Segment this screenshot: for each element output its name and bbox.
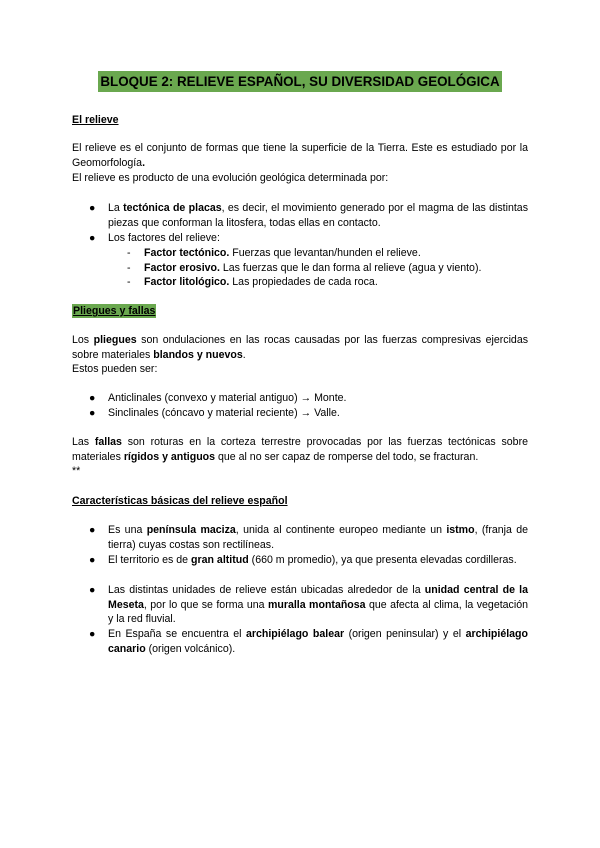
dash-icon: - [127,262,131,274]
bold-span: Factor litológico. [144,276,230,288]
bullet-icon: ● [89,202,96,214]
list-item-sinclinales: Sinclinales (cóncavo y material reciente) → Valle. [108,407,340,419]
paragraph-relieve-definition [72,141,528,170]
text-span: Las fuerzas que le dan forma al relieve (agua y viento). [219,262,482,274]
list-item-anticlinales: Anticlinales (convexo y material antiguo) → Monte. [108,392,347,404]
text-span: Las distintas unidades de relieve están ubicadas alrededor de la [108,584,425,596]
text-span: (origen peninsular) y el [344,628,466,640]
text-span: Los [72,334,94,346]
bullet-icon: ● [89,392,96,404]
text-span: (origen volcánico). [145,642,236,655]
sub-item-factor-litologico [144,275,378,290]
text-span: La [108,202,124,214]
heading-el-relieve: El relieve [72,114,119,126]
bold-span: gran altitud [191,554,249,566]
bullet-icon: ● [89,232,96,244]
bullet-icon: ● [89,628,96,640]
page-title: BLOQUE 2: RELIEVE ESPAÑOL, SU DIVERSIDAD GEOLÓGICA [98,71,501,92]
paragraph-pliegues [72,333,528,362]
list-item-meseta [108,583,528,627]
text-span: Es una [108,524,147,536]
list-item-altitud [108,553,528,568]
stars-note: ** [72,465,81,477]
dash-icon: - [127,247,131,259]
paragraph-fallas [72,435,528,464]
bullet-icon: ● [89,554,96,566]
paragraph-estos-pueden: Estos pueden ser: [72,363,158,375]
title-wrap [72,71,528,92]
bullet-icon: ● [89,524,96,536]
text-span: Las [72,436,95,448]
paragraph-relieve-producto: El relieve es producto de una evolución geológica determinada por: [72,172,389,184]
list-item-archipielagos [108,627,528,656]
text-span: , por lo que se forma una [143,598,268,611]
list-item-factores: Los factores del relieve: [108,232,220,244]
text-span: El territorio es de [108,554,192,566]
text-span: Fuerzas que levantan/hunden el relieve. [229,247,421,259]
dash-icon: - [127,276,131,288]
bold-span: archipiélago canario [108,628,528,655]
bold-span: . [142,156,146,169]
bold-span: unidad central de la Meseta [108,584,528,611]
bold-span: pliegues [93,334,137,346]
bold-span: tectónica de placas [123,202,222,214]
bullet-icon: ● [89,407,96,419]
list-item-tectonica [108,201,528,230]
text-span: Las propiedades de cada roca. [229,276,378,288]
text-span: , (franja de tierra) cuyas costas son rectilíneas. [108,524,528,551]
bold-span: blandos y nuevos [153,348,243,361]
sub-item-factor-tectonico [144,246,421,261]
text-span: (660 m promedio), ya que presenta elevadas cordilleras. [248,554,517,566]
bold-span: fallas [94,436,122,448]
heading-pliegues-fallas: Pliegues y fallas [73,305,156,317]
text-span: son ondulaciones en las rocas causadas por las fuerzas compresivas ejercidas sobre materiales [72,334,529,361]
text-span: El relieve es el conjunto de formas que tiene la superficie de la Tierra. Este es estudiado por la Geomorfología [72,142,528,169]
bold-span: península maciza [146,524,236,536]
sub-item-factor-erosivo [144,261,481,276]
text-span: En España se encuentra el [108,628,246,640]
text-span: , unida al continente europeo mediante un [235,524,447,536]
text-span: que al no ser capaz de romperse del todo, se fracturan. [215,450,479,463]
text-span: que afecta al clima, la vegetación y la red fluvial. [108,598,528,626]
text-span: . [242,348,246,361]
list-item-peninsula [108,523,528,552]
heading-caracteristicas: Características básicas del relieve español [72,495,288,507]
text-span: son roturas en la corteza terrestre provocadas por las fuerzas tectónicas sobre materiales [72,436,528,463]
bold-span: Factor erosivo. [144,262,220,274]
bold-span: Factor tectónico. [144,247,230,259]
bold-span: muralla montañosa [267,598,366,611]
bold-span: istmo [446,524,475,536]
bold-span: archipiélago balear [245,628,345,640]
bold-span: rígidos y antiguos [123,450,216,463]
text-span: , es decir, el movimiento generado por el magma de las distintas piezas que conforman la litosfera, todas ellas en contacto. [108,202,528,229]
bullet-icon: ● [89,584,96,596]
